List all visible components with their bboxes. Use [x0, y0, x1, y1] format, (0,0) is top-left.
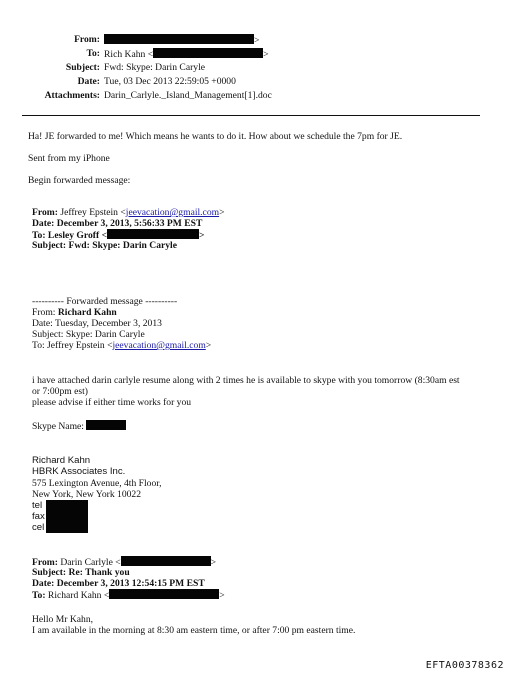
redaction: [109, 589, 219, 599]
email-link[interactable]: jeevacation@gmail.com: [125, 207, 220, 218]
date-label: Date:: [77, 76, 100, 87]
fwd2-body-2: or 7:00pm est): [32, 386, 88, 397]
bates-number: EFTA00378362: [425, 660, 504, 671]
reply-date: Date: December 3, 2013 12:54:15 PM EST: [32, 578, 205, 589]
fwd2-to: To: Jeffrey Epstein <jeevacation@gmail.com>: [32, 340, 212, 351]
redaction: [107, 229, 199, 239]
subject-value: Fwd: Skype: Darin Caryle: [104, 62, 205, 73]
reply-greeting: Hello Mr Kahn,: [32, 614, 94, 625]
sig-address-1: 575 Lexington Avenue, 4th Floor,: [32, 478, 162, 489]
sig-company: HBRK Associates Inc.: [32, 466, 126, 477]
attachments-label: Attachments:: [44, 90, 100, 101]
reply-to: To: Richard Kahn < >: [32, 590, 225, 601]
begin-forwarded: Begin forwarded message:: [28, 175, 131, 186]
header-divider: [22, 115, 480, 116]
subject-label: Subject:: [65, 62, 100, 73]
sig-cel: cel: [32, 522, 45, 533]
redaction: [86, 420, 126, 430]
sig-fax: fax: [32, 511, 45, 522]
redaction: [121, 556, 211, 566]
from-label: From:: [74, 34, 100, 45]
fwd2-date: Date: Tuesday, December 3, 2013: [32, 318, 162, 329]
skype-name: Skype Name:: [32, 420, 126, 432]
redaction: [153, 48, 263, 58]
from-value: >: [104, 34, 259, 46]
email-link[interactable]: jeevacation@gmail.com: [112, 340, 206, 351]
fwd2-body-3: please advise if either time works for you: [32, 397, 192, 408]
fwd1-from: From: Jeffrey Epstein <jeevacation@gmail.com>: [32, 207, 225, 218]
attachment-link[interactable]: Darin_Carlyle._Island_Management[1].doc: [104, 90, 272, 101]
sig-tel: tel: [32, 500, 43, 511]
reply-body: I am available in the morning at 8:30 am eastern time, or after 7:00 pm eastern time.: [32, 625, 356, 636]
fwd2-from: From: Richard Kahn: [32, 307, 117, 318]
fwd2-body-1: i have attached darin carlyle resume along with 2 times he is available to skype with you tomorrow (8:30am est: [32, 375, 460, 386]
reply-from: From: Darin Carlyle < >: [32, 557, 217, 568]
redaction: [104, 34, 254, 44]
fwd1-subject: Subject: Fwd: Skype: Darin Caryle: [32, 240, 177, 251]
fwd1-date: Date: December 3, 2013, 5:56:33 PM EST: [32, 218, 203, 229]
redaction: [46, 500, 88, 533]
reply-subject: Subject: Re: Thank you: [32, 567, 130, 578]
fwd1-to: To: Lesley Groff < >: [32, 230, 205, 241]
fwd2-subject: Subject: Skype: Darin Caryle: [32, 329, 145, 340]
sig-name: Richard Kahn: [32, 455, 91, 466]
to-label: To:: [86, 48, 100, 59]
sent-from: Sent from my iPhone: [28, 153, 110, 164]
body-line: Ha! JE forwarded to me! Which means he wants to do it. How about we schedule the 7pm for JE.: [28, 131, 403, 142]
date-value: Tue, 03 Dec 2013 22:59:05 +0000: [104, 76, 236, 87]
sig-address-2: New York, New York 10022: [32, 489, 142, 500]
fwd2-divider: ---------- Forwarded message ----------: [32, 296, 178, 307]
to-value: Rich Kahn < >: [104, 49, 269, 60]
